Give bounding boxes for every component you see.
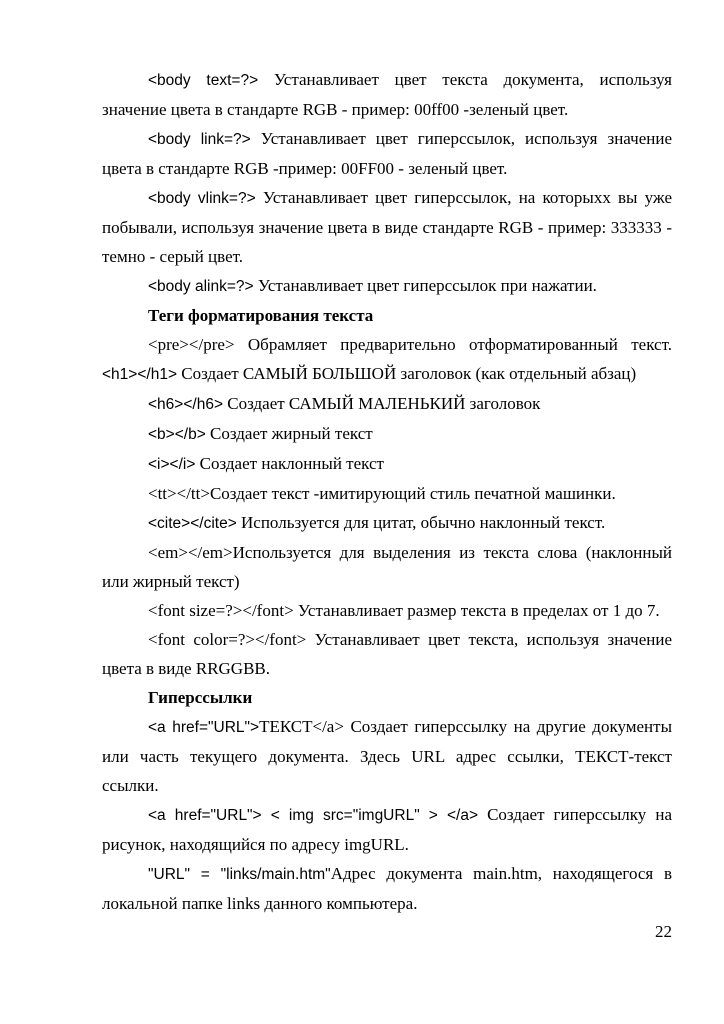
code-tag: <pre></pre>: [148, 335, 235, 354]
paragraph-i: [102, 449, 672, 479]
paragraph-url-example: [102, 859, 672, 918]
paragraph-body-vlink: [102, 183, 672, 271]
description: Устанавливает цвет гиперссылок, используя значение цвета в стандарте RGB -пример: 00FF00 - зеленый цвет.: [102, 129, 673, 178]
paragraph-b: [102, 419, 672, 449]
section-heading-links: Гиперссылки: [148, 688, 253, 707]
code-tag: <i></i>: [148, 456, 196, 473]
code-tag: "URL" = "links/main.htm": [148, 866, 331, 883]
page-number: 22: [655, 922, 672, 941]
description: Создает текст -имитирующий стиль печатной машинки.: [209, 484, 616, 503]
description: Создает наклонный текст: [195, 454, 384, 473]
code-tag: <tt></tt>: [148, 484, 210, 503]
paragraph-font-size: [102, 596, 672, 625]
description: Создает жирный текст: [205, 424, 373, 443]
description: Обрамляет предварительно отформатированный текст.: [234, 335, 672, 354]
code-tag: <em></em>: [148, 543, 233, 562]
code-tag: <a href="URL"> < img src="imgURL" > </a>: [148, 807, 479, 824]
document-page: [102, 65, 672, 918]
code-tag: <font size=?></font>: [148, 601, 294, 620]
description: Создает САМЫЙ БОЛЬШОЙ заголовок (как отдельный абзац): [177, 364, 637, 383]
paragraph-h6: [102, 389, 672, 419]
description: Устанавливает цвет текста, используя значение цвета в виде RRGGBB.: [102, 630, 672, 678]
code-tag: <cite></cite>: [148, 515, 237, 532]
section-heading-formatting: Теги форматирования текста: [148, 306, 374, 325]
paragraph-body-link: [102, 124, 672, 183]
paragraph-em: [102, 538, 672, 596]
paragraph-h1: [102, 359, 672, 389]
description: Адрес документа main.htm, находящегося в локальной папке links данного компьютера.: [102, 864, 672, 913]
paragraph-body-alink: [102, 271, 672, 301]
code-tag: <body alink=?>: [148, 278, 254, 295]
description: Используется для цитат, обычно наклонный текст.: [236, 513, 606, 532]
code-tag: <body link=?>: [148, 131, 251, 148]
code-tag: <font color=?></font>: [148, 630, 307, 649]
code-tag: <h1></h1>: [102, 366, 177, 383]
code-tag-close: </a>: [312, 717, 344, 736]
paragraph-cite: [102, 508, 672, 538]
code-tag: <b></b>: [148, 426, 206, 443]
description: Используется для выделения из текста слова (наклонный или жирный текст): [102, 543, 672, 591]
code-tag: <h6></h6>: [148, 396, 223, 413]
description: Устанавливает размер текста в пределах от 1 до 7.: [293, 601, 660, 620]
code-tag: <a href="URL">: [148, 719, 260, 736]
description: Устанавливает цвет гиперссылок, на которыхх вы уже побывали, используя значение цвета в виде стандарте RGB - пример: 333333 - темно - серый цвет.: [102, 188, 672, 266]
code-text: ТЕКСТ: [259, 717, 313, 736]
description: Создает САМЫЙ МАЛЕНЬКИЙ заголовок: [223, 394, 541, 413]
paragraph-tt: [102, 479, 672, 508]
paragraph-font-color: [102, 625, 672, 683]
paragraph-body-text: [102, 65, 672, 124]
paragraph-a-img: [102, 800, 672, 859]
description: Устанавливает цвет текста документа, используя значение цвета в стандарте RGB - пример: 00ff00 -зеленый цвет.: [102, 70, 672, 119]
description: Устанавливает цвет гиперссылок при нажатии.: [253, 276, 597, 295]
paragraph-pre: [102, 330, 672, 359]
code-tag: <body text=?>: [148, 72, 259, 89]
description: Создает гиперссылку на другие документы или часть текущего документа. Здесь URL адрес ссылки, ТЕКСТ-текст ссылки.: [102, 717, 672, 795]
paragraph-a-href: [102, 712, 672, 800]
description: Создает гиперссылку на рисунок, находящийся по адресу imgURL.: [102, 805, 672, 854]
code-tag: <body vlink=?>: [148, 190, 256, 207]
